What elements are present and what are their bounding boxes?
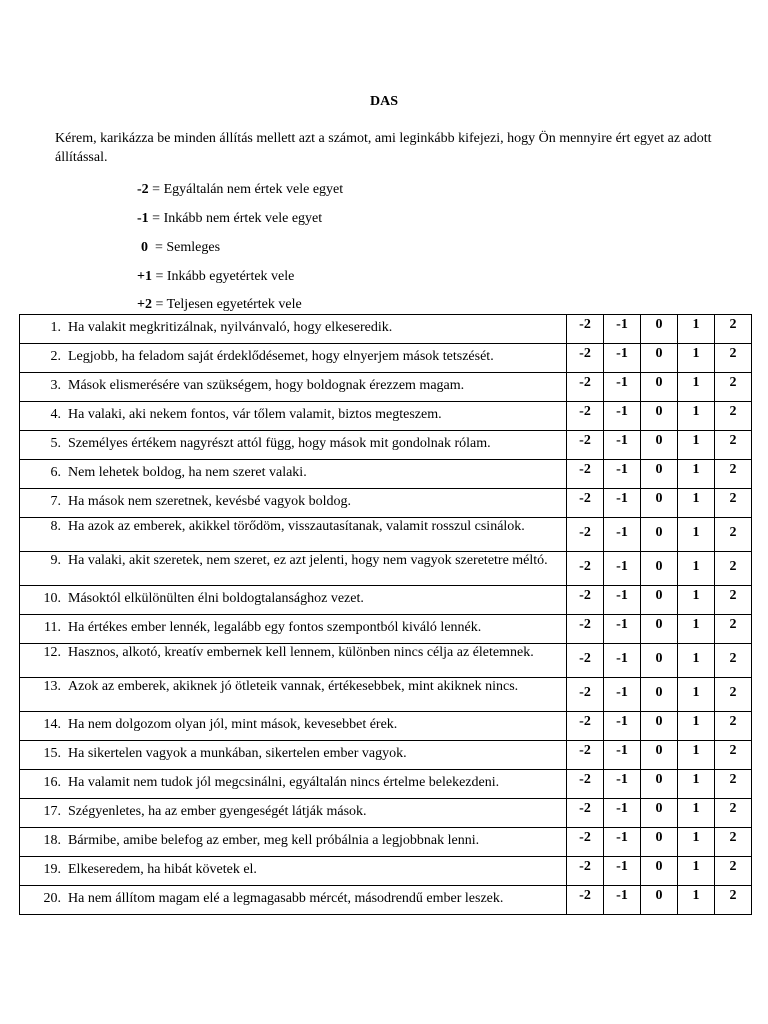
item-text: Ha valamit nem tudok jól megcsinálni, egyáltalán nincs értelme belekezdeni. — [68, 775, 500, 790]
table-row — [20, 402, 752, 431]
item-number: 1. — [50, 320, 61, 335]
table-row — [20, 344, 752, 373]
score-option[interactable]: -1 — [604, 344, 641, 373]
score-option[interactable]: -1 — [604, 678, 641, 712]
score-option[interactable]: 0 — [641, 828, 678, 857]
statement-cell — [20, 586, 567, 615]
score-option[interactable]: 0 — [641, 857, 678, 886]
score-option[interactable]: 0 — [641, 678, 678, 712]
legend-code: -1 — [137, 211, 149, 226]
score-option[interactable]: 1 — [678, 402, 715, 431]
statement-cell — [20, 678, 567, 712]
item-text: Bármibe, amibe belefog az ember, meg kell próbálnia a legjobbnak lenni. — [68, 833, 480, 848]
item-number: 4. — [50, 407, 61, 422]
statement-cell — [20, 552, 567, 586]
score-option[interactable]: -2 — [567, 552, 604, 586]
score-option[interactable]: -2 — [567, 489, 604, 518]
item-number: 5. — [50, 436, 61, 451]
item-text: Szégyenletes, ha az ember gyengeségét látják mások. — [68, 804, 367, 819]
item-text: Ha azok az emberek, akikkel törődöm, visszautasítanak, valamit rosszul csinálok. — [68, 519, 525, 534]
score-option[interactable]: -2 — [567, 644, 604, 678]
statement-cell — [20, 402, 567, 431]
score-option[interactable]: 0 — [641, 402, 678, 431]
score-option[interactable]: 0 — [641, 489, 678, 518]
statement-cell — [20, 886, 567, 915]
item-number: 14. — [43, 717, 61, 732]
score-option[interactable]: 0 — [641, 344, 678, 373]
score-option[interactable]: 1 — [678, 460, 715, 489]
item-text: Legjobb, ha feladom saját érdeklődésemet, hogy elnyerjem mások tetszését. — [68, 349, 494, 364]
item-text: Elkeseredem, ha hibát követek el. — [68, 862, 257, 877]
score-option[interactable]: 1 — [678, 770, 715, 799]
table-row — [20, 828, 752, 857]
legend-code: -2 — [137, 182, 149, 197]
score-option[interactable]: 1 — [678, 586, 715, 615]
item-text: Ha valaki, akit szeretek, nem szeret, ez azt jelenti, hogy nem vagyok szeretetre méltó. — [68, 553, 548, 568]
item-text: Ha sikertelen vagyok a munkában, sikertelen ember vagyok. — [68, 746, 407, 761]
legend-line — [141, 240, 220, 256]
score-option[interactable]: 0 — [641, 799, 678, 828]
legend-line — [137, 182, 343, 198]
item-number: 20. — [43, 891, 61, 906]
score-option[interactable]: -2 — [567, 799, 604, 828]
score-option[interactable]: 2 — [715, 315, 752, 344]
item-text: Hasznos, alkotó, kreatív embernek kell lennem, különben nincs célja az életemnek. — [68, 645, 534, 660]
score-option[interactable]: 0 — [641, 373, 678, 402]
score-option[interactable]: -1 — [604, 586, 641, 615]
score-option[interactable]: -2 — [567, 857, 604, 886]
item-text: Személyes értékem nagyrészt attól függ, hogy mások mit gondolnak rólam. — [68, 436, 491, 451]
score-option[interactable]: -2 — [567, 586, 604, 615]
table-row — [20, 373, 752, 402]
legend-line — [137, 211, 322, 227]
score-option[interactable]: 0 — [641, 315, 678, 344]
statement-cell — [20, 344, 567, 373]
item-text: Ha mások nem szeretnek, kevésbé vagyok boldog. — [68, 494, 352, 509]
item-number: 18. — [43, 833, 61, 848]
item-number: 12. — [43, 645, 61, 660]
legend-code: +2 — [137, 297, 152, 312]
score-option[interactable]: 1 — [678, 712, 715, 741]
score-option[interactable]: 1 — [678, 344, 715, 373]
score-option[interactable]: -2 — [567, 373, 604, 402]
table-row — [20, 770, 752, 799]
score-option[interactable]: 2 — [715, 344, 752, 373]
score-option[interactable]: -1 — [604, 799, 641, 828]
table-row — [20, 886, 752, 915]
item-text: Ha valaki, aki nekem fontos, vár tőlem valamit, biztos megteszem. — [68, 407, 442, 422]
table-row — [20, 586, 752, 615]
instructions: Kérem, karikázza be minden állítás mellett azt a számot, ami leginkább kifejezi, hogy Ön mennyire ért egyet az adott állítással. — [55, 131, 712, 165]
table-row — [20, 857, 752, 886]
item-number: 3. — [50, 378, 61, 393]
score-option[interactable]: 1 — [678, 857, 715, 886]
score-option[interactable]: 1 — [678, 678, 715, 712]
statement-cell — [20, 489, 567, 518]
table-row — [20, 489, 752, 518]
score-option[interactable]: 1 — [678, 552, 715, 586]
score-option[interactable]: 0 — [641, 518, 678, 552]
score-option[interactable]: -1 — [604, 552, 641, 586]
table-row — [20, 741, 752, 770]
score-option[interactable]: 0 — [641, 712, 678, 741]
table-row — [20, 678, 752, 712]
statement-cell — [20, 315, 567, 344]
statement-cell — [20, 615, 567, 644]
item-number: 9. — [50, 553, 61, 568]
score-option[interactable]: 2 — [715, 552, 752, 586]
statement-cell — [20, 518, 567, 552]
score-option[interactable]: -2 — [567, 741, 604, 770]
item-number: 19. — [43, 862, 61, 877]
item-number: 16. — [43, 775, 61, 790]
legend-line — [137, 269, 294, 285]
score-option[interactable]: 0 — [641, 644, 678, 678]
item-text: Ha valakit megkritizálnak, nyilvánvaló, hogy elkeseredik. — [68, 320, 393, 335]
item-number: 17. — [43, 804, 61, 819]
score-option[interactable]: -1 — [604, 857, 641, 886]
score-option[interactable]: -2 — [567, 828, 604, 857]
score-option[interactable]: 0 — [641, 431, 678, 460]
score-option[interactable]: -2 — [567, 712, 604, 741]
score-option[interactable]: 0 — [641, 770, 678, 799]
score-option[interactable]: -1 — [604, 373, 641, 402]
score-option[interactable]: 1 — [678, 615, 715, 644]
score-option[interactable]: -2 — [567, 460, 604, 489]
score-option[interactable]: 2 — [715, 644, 752, 678]
score-option[interactable]: -1 — [604, 741, 641, 770]
score-option[interactable]: 1 — [678, 518, 715, 552]
score-option[interactable]: -2 — [567, 770, 604, 799]
score-option[interactable]: -2 — [567, 431, 604, 460]
statement-cell — [20, 373, 567, 402]
statement-cell — [20, 857, 567, 886]
item-number: 6. — [50, 465, 61, 480]
score-option[interactable]: 2 — [715, 799, 752, 828]
score-option[interactable]: -1 — [604, 431, 641, 460]
score-option[interactable]: -2 — [567, 518, 604, 552]
score-option[interactable]: 1 — [678, 644, 715, 678]
score-option[interactable]: -1 — [604, 615, 641, 644]
item-text: Azok az emberek, akiknek jó ötleteik vannak, értékesebbek, mint akiknek nincs. — [68, 679, 519, 694]
score-option[interactable]: -2 — [567, 315, 604, 344]
score-option[interactable]: 1 — [678, 431, 715, 460]
score-option[interactable]: -1 — [604, 886, 641, 915]
score-option[interactable]: 1 — [678, 315, 715, 344]
item-number: 8. — [50, 519, 61, 534]
score-option[interactable]: -2 — [567, 678, 604, 712]
score-option[interactable]: 2 — [715, 615, 752, 644]
score-option[interactable]: 1 — [678, 741, 715, 770]
item-number: 2. — [50, 349, 61, 364]
score-option[interactable]: 1 — [678, 799, 715, 828]
table-row — [20, 518, 752, 552]
score-option[interactable]: 1 — [678, 373, 715, 402]
item-text: Ha nem dolgozom olyan jól, mint mások, kevesebbet érek. — [68, 717, 398, 732]
score-option[interactable]: 1 — [678, 489, 715, 518]
item-text: Ha nem állítom magam elé a legmagasabb mércét, másodrendű ember leszek. — [68, 891, 504, 906]
score-option[interactable]: 2 — [715, 712, 752, 741]
score-option[interactable]: 2 — [715, 678, 752, 712]
score-option[interactable]: -1 — [604, 644, 641, 678]
score-option[interactable]: 0 — [641, 552, 678, 586]
score-option[interactable]: 2 — [715, 857, 752, 886]
questionnaire-table — [19, 314, 752, 915]
legend-text: = Semleges — [148, 240, 221, 255]
table-row — [20, 712, 752, 741]
score-option[interactable]: 0 — [641, 741, 678, 770]
page-title: DAS — [369, 94, 398, 109]
item-number: 13. — [43, 679, 61, 694]
legend-text: = Inkább egyetértek vele — [151, 269, 295, 284]
legend-text: = Inkább nem értek vele egyet — [148, 211, 323, 226]
score-option[interactable]: -2 — [567, 402, 604, 431]
score-option[interactable]: 2 — [715, 586, 752, 615]
score-option[interactable]: 2 — [715, 460, 752, 489]
score-option[interactable]: 2 — [715, 741, 752, 770]
score-option[interactable]: 2 — [715, 373, 752, 402]
score-option[interactable]: -1 — [604, 402, 641, 431]
score-option[interactable]: -2 — [567, 886, 604, 915]
item-number: 10. — [43, 591, 61, 606]
statement-cell — [20, 799, 567, 828]
score-option[interactable]: 0 — [641, 460, 678, 489]
legend-text: = Teljesen egyetértek vele — [151, 297, 302, 312]
table-row — [20, 431, 752, 460]
score-option[interactable]: 2 — [715, 489, 752, 518]
score-option[interactable]: 2 — [715, 770, 752, 799]
statement-cell — [20, 741, 567, 770]
table-row — [20, 615, 752, 644]
score-option[interactable]: 0 — [641, 615, 678, 644]
score-option[interactable]: 0 — [641, 586, 678, 615]
item-text: Nem lehetek boldog, ha nem szeret valaki. — [68, 465, 307, 480]
score-option[interactable]: 2 — [715, 402, 752, 431]
legend-code: 0 — [141, 240, 148, 255]
score-option[interactable]: -1 — [604, 712, 641, 741]
score-option[interactable]: -2 — [567, 344, 604, 373]
score-option[interactable]: 2 — [715, 518, 752, 552]
legend-code: +1 — [137, 269, 152, 284]
table-row — [20, 644, 752, 678]
score-option[interactable]: 2 — [715, 431, 752, 460]
statement-cell — [20, 828, 567, 857]
statement-cell — [20, 460, 567, 489]
score-option[interactable]: 2 — [715, 828, 752, 857]
score-option[interactable]: 1 — [678, 886, 715, 915]
score-option[interactable]: 1 — [678, 828, 715, 857]
statement-cell — [20, 431, 567, 460]
score-option[interactable]: 0 — [641, 886, 678, 915]
statement-cell — [20, 644, 567, 678]
table-row — [20, 799, 752, 828]
legend-text: = Egyáltalán nem értek vele egyet — [148, 182, 344, 197]
score-option[interactable]: 2 — [715, 886, 752, 915]
legend-line — [137, 297, 302, 313]
statement-cell — [20, 712, 567, 741]
score-option[interactable]: -1 — [604, 460, 641, 489]
score-option[interactable]: -2 — [567, 615, 604, 644]
item-number: 7. — [50, 494, 61, 509]
score-option[interactable]: -1 — [604, 315, 641, 344]
item-number: 11. — [44, 620, 61, 635]
table-row — [20, 552, 752, 586]
table-row — [20, 315, 752, 344]
item-number: 15. — [43, 746, 61, 761]
score-option[interactable]: -1 — [604, 518, 641, 552]
item-text: Ha értékes ember lennék, legalább egy fontos szempontból kiváló lennék. — [68, 620, 482, 635]
table-row — [20, 460, 752, 489]
score-option[interactable]: -1 — [604, 770, 641, 799]
score-option[interactable]: -1 — [604, 828, 641, 857]
item-text: Mások elismerésére van szükségem, hogy boldognak érezzem magam. — [68, 378, 465, 393]
item-text: Másoktól elkülönülten élni boldogtalansághoz vezet. — [68, 591, 364, 606]
score-option[interactable]: -1 — [604, 489, 641, 518]
statement-cell — [20, 770, 567, 799]
